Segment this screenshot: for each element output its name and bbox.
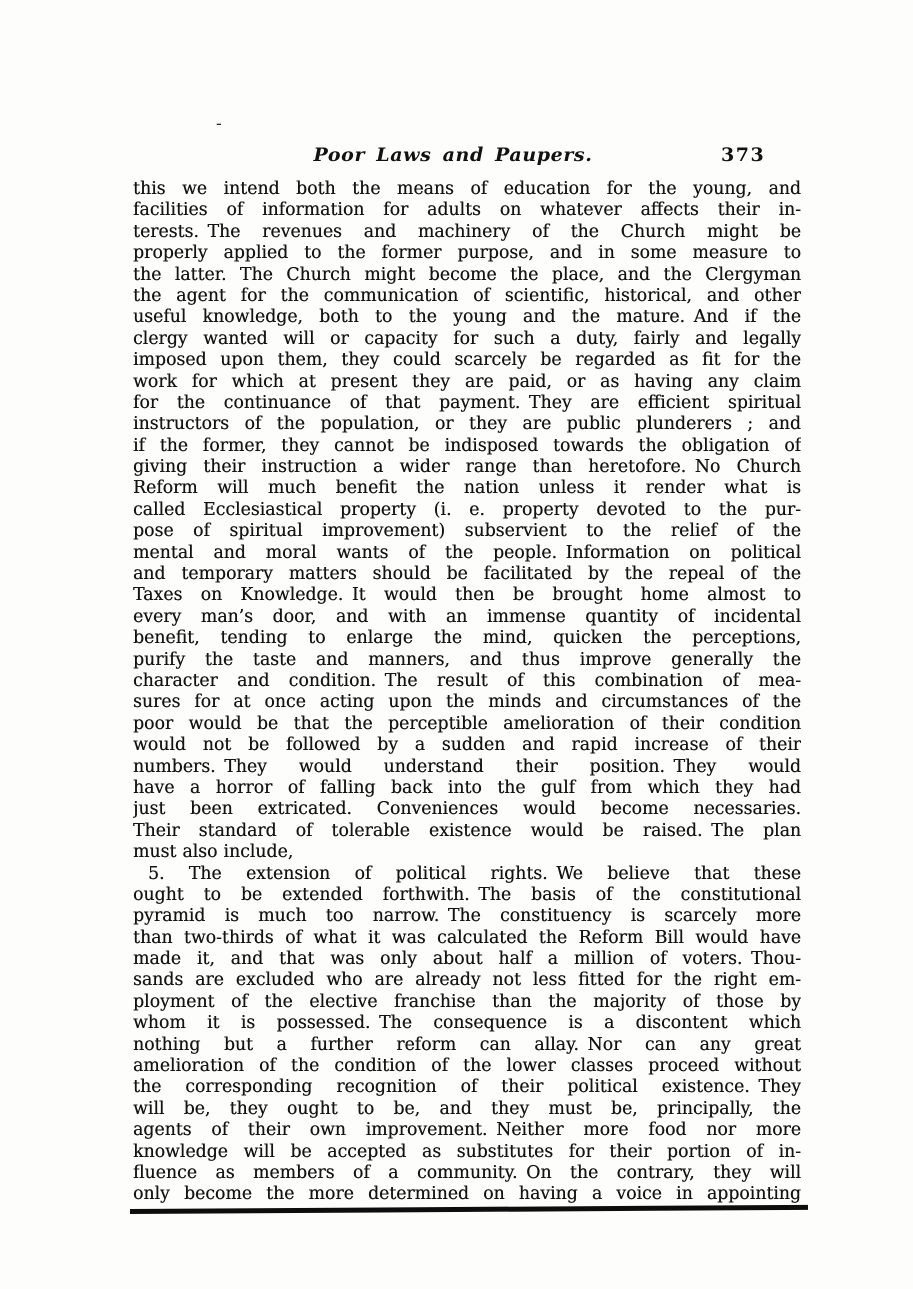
text-line: sures for at once acting upon the minds and circumstances of the — [133, 692, 801, 713]
stray-ink-mark: - — [216, 114, 222, 134]
text-line: numbers. They would understand their position. They would — [133, 756, 801, 777]
text-line: ployment of the elective franchise than the majority of those by — [133, 991, 801, 1012]
text-line: than two-thirds of what it was calculated the Reform Bill would have — [133, 927, 801, 948]
text-line: character and condition. The result of this combination of mea- — [133, 670, 801, 691]
text-line: benefit, tending to enlarge the mind, quicken the perceptions, — [133, 628, 801, 649]
text-line: only become the more determined on having a voice in appointing — [133, 1184, 801, 1205]
text-line: have a horror of falling back into the gulf from which they had — [133, 777, 801, 798]
text-line: imposed upon them, they could scarcely be regarded as fit for the — [133, 350, 801, 371]
text-line: the latter. The Church might become the place, and the Clergyman — [133, 264, 801, 285]
text-line: mental and moral wants of the people. Information on political — [133, 542, 801, 563]
text-line: poor would be that the perceptible amelioration of their condition — [133, 713, 801, 734]
text-line: must also include, — [133, 842, 294, 863]
text-line: just been extricated. Conveniences would become necessaries. — [133, 799, 801, 820]
text-line: amelioration of the condition of the lower classes proceed without — [133, 1056, 801, 1077]
text-line: facilities of information for adults on whatever affects their in- — [133, 200, 801, 221]
text-line: purify the taste and manners, and thus improve generally the — [133, 649, 801, 670]
page-number: 373 — [721, 144, 766, 166]
text-line: the corresponding recognition of their political existence. They — [133, 1077, 801, 1098]
text-line: sands are excluded who are already not less fitted for the right em- — [133, 970, 801, 991]
text-line: work for which at present they are paid, or as having any claim — [133, 371, 801, 392]
text-line: every man’s door, and with an immense quantity of incidental — [133, 606, 801, 627]
text-line: instructors of the population, or they are public plunderers ; and — [133, 414, 801, 435]
running-title: Poor Laws and Paupers. — [313, 144, 593, 166]
text-line: Reform will much benefit the nation unless it render what is — [133, 478, 801, 499]
text-line: made it, and that was only about half a million of voters. Thou- — [133, 949, 801, 970]
text-line: called Ecclesiastical property (i. e. property devoted to the pur- — [133, 499, 801, 520]
text-line: ought to be extended forthwith. The basis of the constitutional — [133, 884, 801, 905]
text-line: terests. The revenues and machinery of the Church might be — [133, 221, 801, 242]
text-line: fluence as members of a community. On the contrary, they will — [133, 1162, 801, 1183]
text-line: knowledge will be accepted as substitutes for their portion of in- — [133, 1141, 801, 1162]
text-line: pose of spiritual improvement) subservient to the relief of the — [133, 521, 801, 542]
text-line: agents of their own improvement. Neither more food nor more — [133, 1120, 801, 1141]
text-line: 5. The extension of political rights. We believe that these — [148, 863, 801, 884]
bottom-rule — [130, 1205, 808, 1214]
text-line: this we intend both the means of education for the young, and — [133, 179, 801, 199]
text-line: would not be followed by a sudden and rapid increase of their — [133, 735, 801, 756]
text-line: Their standard of tolerable existence would be raised. The plan — [133, 820, 801, 841]
text-line: for the continuance of that payment. They are efficient spiritual — [133, 392, 801, 413]
text-line: whom it is possessed. The consequence is a discontent which — [133, 1013, 801, 1034]
text-line: nothing but a further reform can allay. Nor can any great — [133, 1034, 801, 1055]
text-line: pyramid is much too narrow. The constituency is scarcely more — [133, 906, 801, 927]
text-line: properly applied to the former purpose, and in some measure to — [133, 243, 801, 264]
text-line: and temporary matters should be facilitated by the repeal of the — [133, 564, 801, 585]
text-line: giving their instruction a wider range than heretofore. No Church — [133, 457, 801, 478]
text-line: the agent for the communication of scientific, historical, and other — [133, 285, 801, 306]
text-line: will be, they ought to be, and they must be, principally, the — [133, 1098, 801, 1119]
body-text — [133, 179, 801, 1206]
text-line: useful knowledge, both to the young and the mature. And if the — [133, 307, 801, 328]
text-line: clergy wanted will or capacity for such a duty, fairly and legally — [133, 328, 801, 349]
text-line: Taxes on Knowledge. It would then be brought home almost to — [133, 585, 801, 606]
text-line: if the former, they cannot be indisposed towards the obligation of — [133, 435, 801, 456]
